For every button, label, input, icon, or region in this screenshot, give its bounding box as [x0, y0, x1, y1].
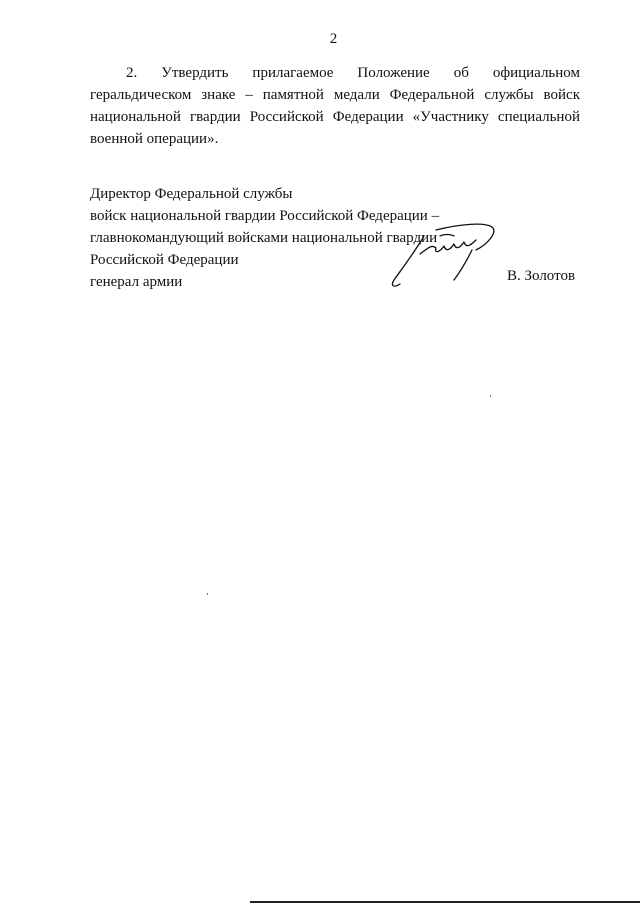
paragraph-number: 2.: [126, 65, 138, 81]
scan-speck: [490, 395, 491, 397]
scan-edge-line: [250, 901, 640, 903]
signatory-title-line: главнокомандующий войсками национальной гвардии: [90, 230, 438, 246]
scan-speck: [207, 593, 208, 595]
decree-paragraph: [90, 62, 580, 150]
handwritten-signature: [380, 214, 500, 294]
paragraph-text: Утвердить прилагаемое Положение об официальном геральдическом знаке – памятной медали Федеральной службы войск национальной гвардии Российской Федерации «Участнику специальной военной операции».: [90, 65, 580, 147]
signatory-title-line: Директор Федеральной службы: [90, 186, 293, 202]
signatory-rank: генерал армии: [90, 274, 183, 290]
page-number: 2: [329, 31, 338, 47]
signatory-title-line: Российской Федерации: [90, 252, 239, 268]
signatory-name: В. Золотов: [507, 268, 576, 284]
signatory-title-line: войск национальной гвардии Российской Федерации –: [90, 208, 440, 224]
